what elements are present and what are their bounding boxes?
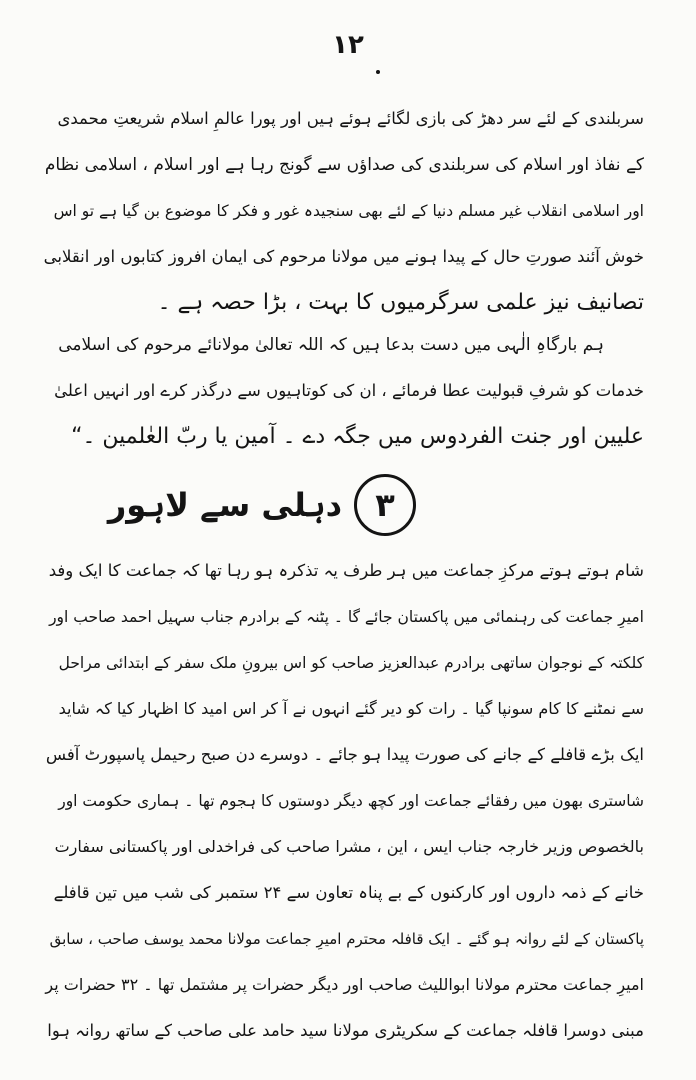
text-line: مبنی دوسرا قافلہ جماعت کے سکریٹری مولانا سید حامد علی صاحب کے ساتھ روانہ ہوا [47, 1021, 644, 1040]
text-line: امیرِ جماعت کی رہنمائی میں پاکستان جائے گا ۔ پٹنہ کے برادرم جناب سہیل احمد صاحب اور [49, 608, 644, 626]
section-number: ۳ [354, 474, 416, 536]
text-line: سے نمٹنے کا کام سونپا گیا ۔ رات کو دیر گئے انہوں نے آ کر اس امید کا اظہار کیا کہ شاید [58, 699, 644, 718]
page-number: ۱۲ [332, 30, 364, 60]
section-title: دہلی سے لاہور [107, 486, 342, 524]
text-line: شاستری بھون میں رفقائے جماعت اور کچھ دیگر دوستوں کا ہجوم تھا ۔ ہماری حکومت اور [58, 792, 644, 810]
paragraph-1 [44, 96, 644, 326]
ink-dot [376, 70, 380, 74]
text-line: ہم بارگاہِ الٰہی میں دست بدعا ہیں کہ اللہ تعالیٰ مولانائے مرحوم کی اسلامی [58, 335, 604, 355]
text-line: علیین اور جنت الفردوس میں جگہ دے ۔ آمین یا ربّ العٰلمین ۔“ [71, 424, 644, 449]
text-line: بالخصوص وزیر خارجہ جناب ایس ، این ، مشرا صاحب کی فراخدلی اور پاکستانی سفارت [54, 837, 644, 856]
section-heading [108, 474, 416, 536]
text-line: شام ہوتے ہوتے مرکزِ جماعت میں ہر طرف یہ تذکرہ ہو رہا تھا کہ جماعت کا ایک وفد [48, 561, 644, 580]
text-line: کے نفاذ اور اسلام کی سربلندی کی صداؤں سے گونج رہا ہے اور اسلام ، اسلامی نظام [44, 155, 644, 175]
text-line: ایک بڑے قافلے کے جانے کی صورت پیدا ہو جائے ۔ دوسرے دن صبح رحیمل پاسپورٹ آفس [45, 745, 644, 764]
paragraph-2 [44, 322, 644, 460]
paragraph-3 [44, 548, 644, 1054]
text-line: خوش آئند صورتِ حال کے پیدا ہونے میں مولانا مرحوم کی ایمان افروز کتابوں اور انقلابی [43, 247, 644, 266]
text-line: پاکستان کے لئے روانہ ہو گئے ۔ ایک قافلہ محترم امیرِ جماعت مولانا محمد یوسف صاحب ، سابق [49, 930, 644, 948]
text-line: خدمات کو شرفِ قبولیت عطا فرمائے ، ان کی کوتاہیوں سے درگذر کرے اور انہیں اعلیٰ [54, 381, 644, 400]
text-line: تصانیف نیز علمی سرگرمیوں کا بہت ، بڑا حصہ ہے ۔ [157, 290, 644, 315]
text-line: خانے کے ذمہ داروں اور کارکنوں کے بے پناہ تعاون سے ۲۴ ستمبر کی شب میں تین قافلے [53, 883, 644, 902]
text-line: کلکتہ کے نوجوان ساتھی برادرم عبدالعزیز صاحب کو اس بیرونِ ملک سفر کے ابتدائی مراحل [58, 654, 644, 672]
text-line: امیرِ جماعت محترم مولانا ابواللیث صاحب اور دیگر حضرات پر مشتمل تھا ۔ ۳۲ حضرات پر [45, 975, 644, 994]
text-line: سربلندی کے لئے سر دھڑ کی بازی لگائے ہوئے ہیں اور پورا عالمِ اسلام شریعتِ محمدی [57, 109, 644, 128]
text-line: اور اسلامی انقلاب غیر مسلم دنیا کے لئے بھی سنجیدہ غور و فکر کا موضوع بن گیا ہے تو اس [53, 202, 644, 220]
